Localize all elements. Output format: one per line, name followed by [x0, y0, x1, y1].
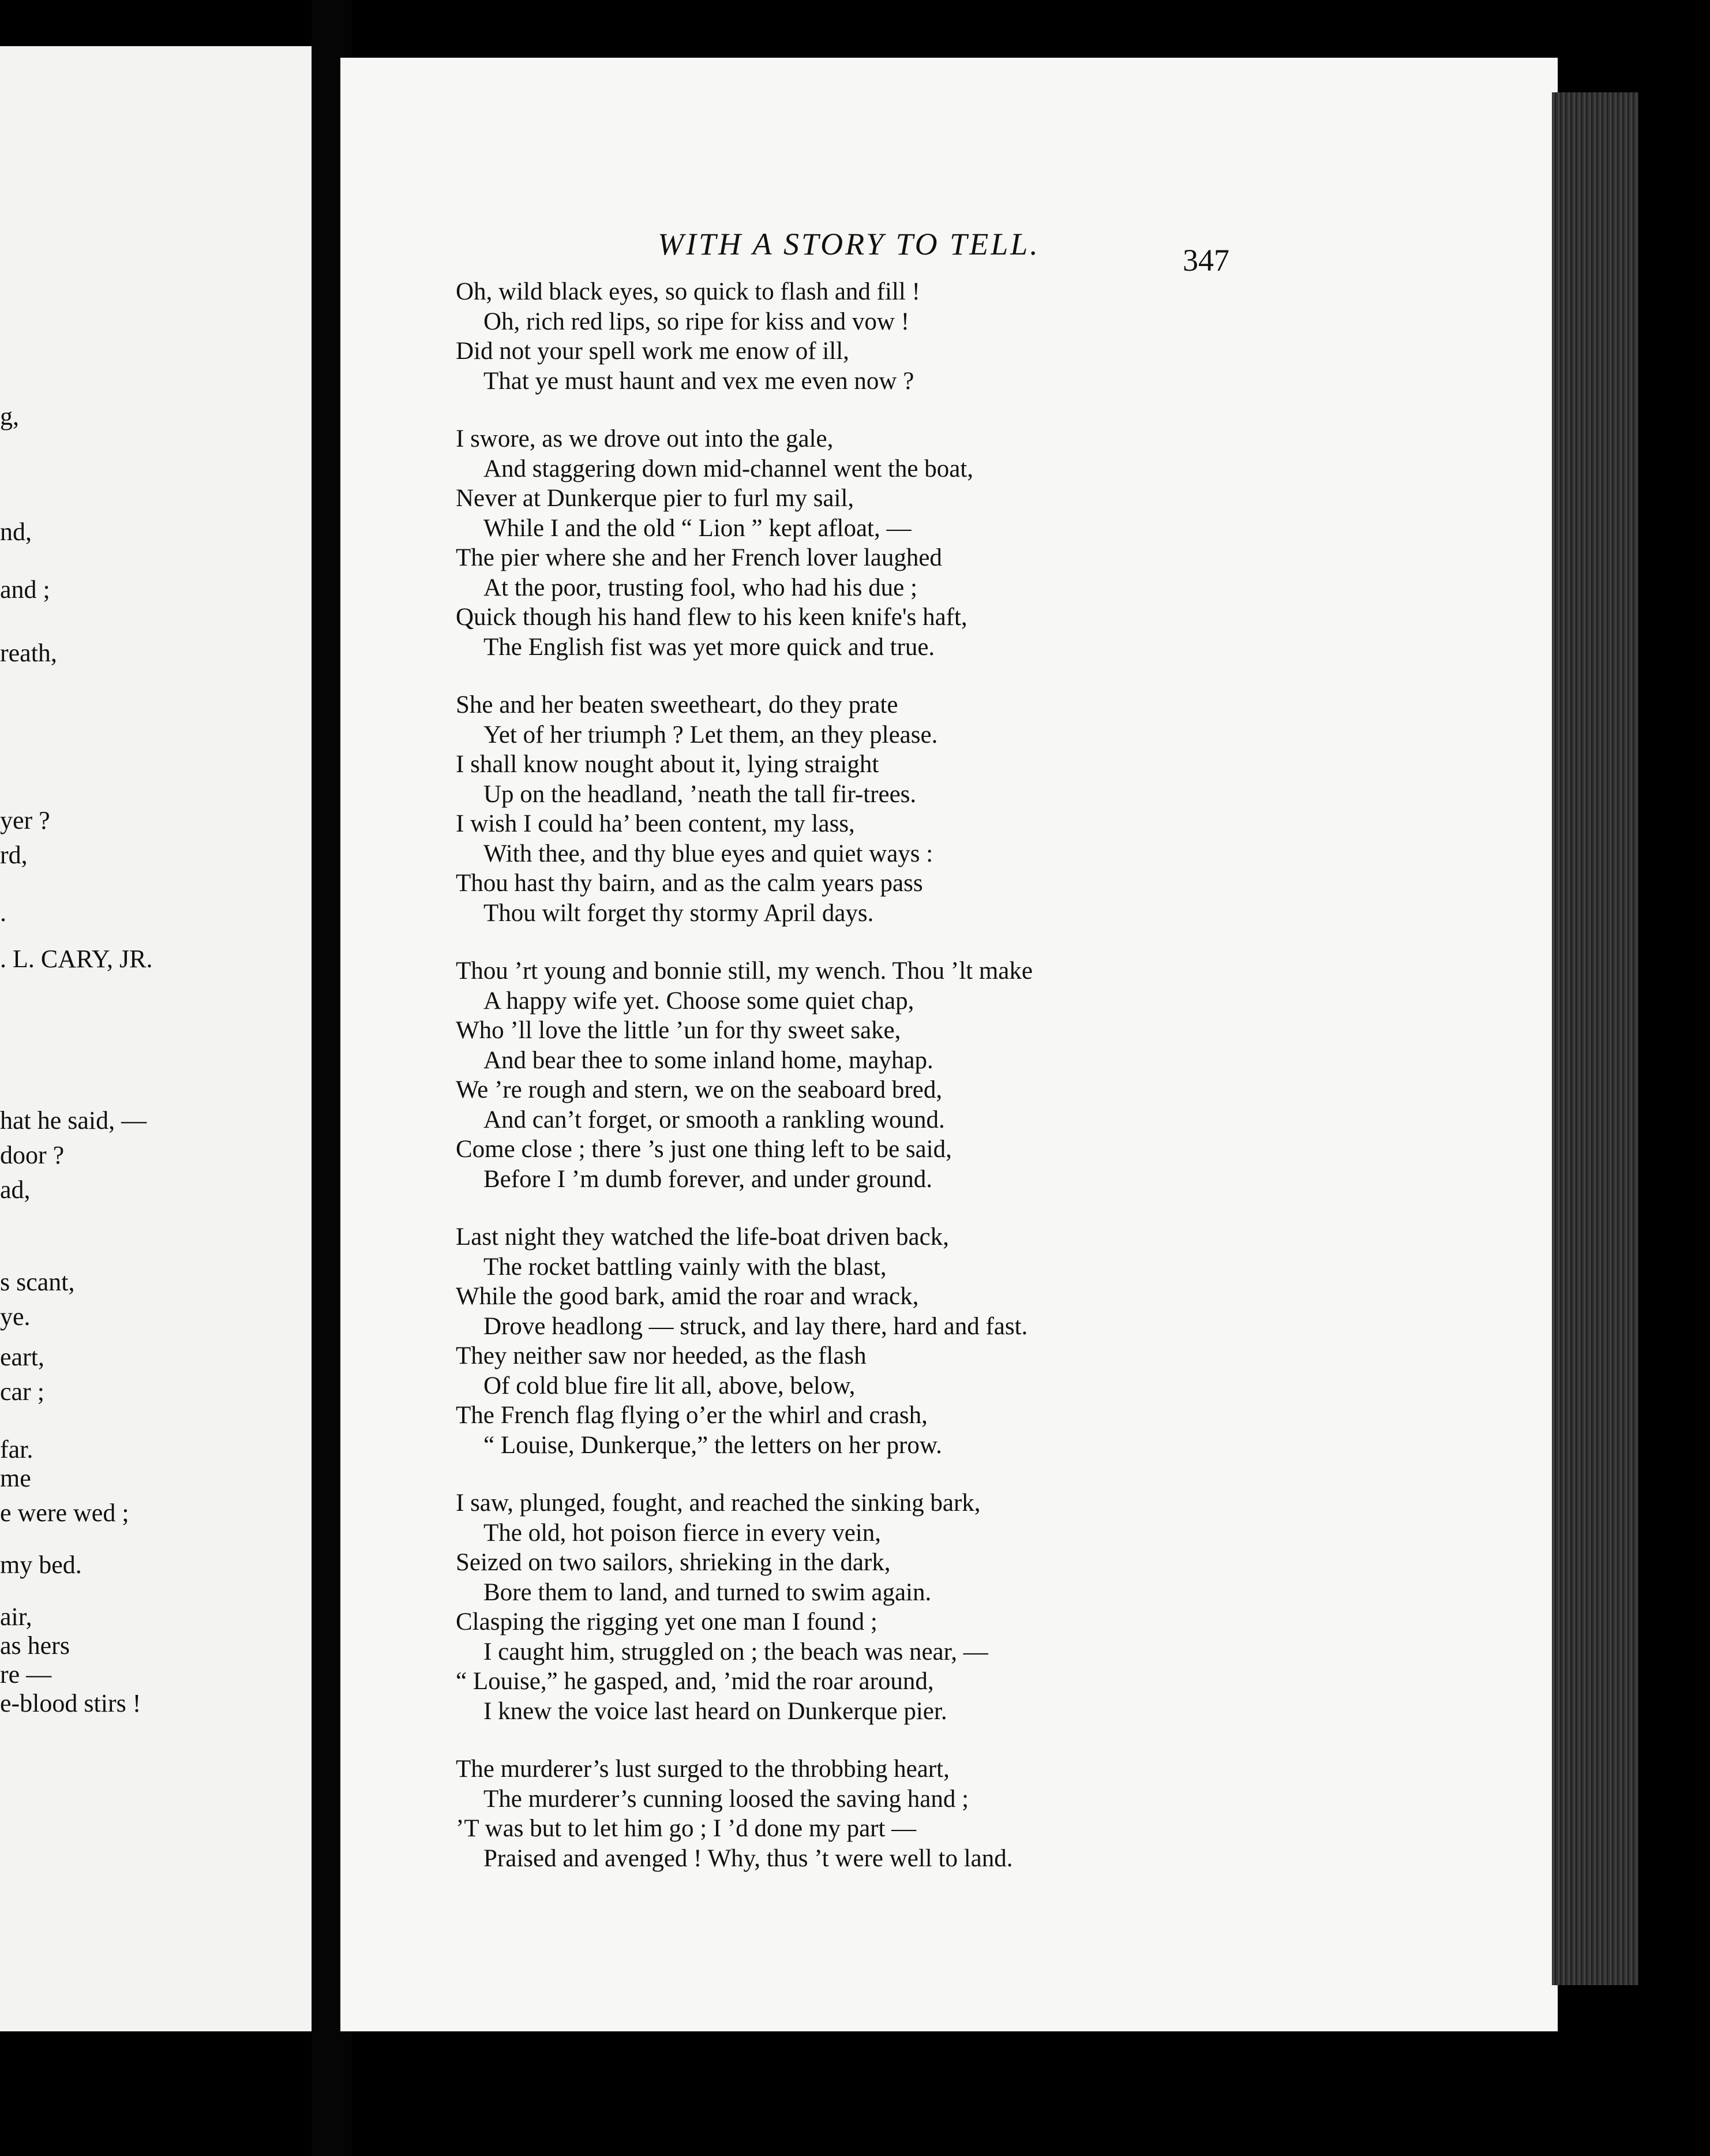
- facing-page-fragment: me: [0, 1464, 31, 1492]
- facing-page-fragment: ye.: [0, 1302, 31, 1331]
- verse-line: Last night they watched the life-boat driven back,: [456, 1223, 949, 1251]
- facing-page-fragment: far.: [0, 1435, 33, 1463]
- facing-page-fragment: nd,: [0, 518, 32, 546]
- verse-line: Up on the headland, ’neath the tall fir-trees.: [483, 780, 917, 808]
- verse-line: I saw, plunged, fought, and reached the sinking bark,: [456, 1489, 981, 1517]
- verse-line: Before I ’m dumb forever, and under ground.: [483, 1165, 932, 1193]
- verse-line: ’T was but to let him go ; I ’d done my part —: [456, 1815, 917, 1842]
- facing-page-left: [0, 46, 312, 2031]
- verse-line: Thou wilt forget thy stormy April days.: [483, 899, 874, 927]
- facing-page-fragment: re —: [0, 1660, 52, 1689]
- facing-page-fragment: g,: [0, 402, 19, 431]
- facing-page-fragment: yer ?: [0, 806, 50, 834]
- page-edges: [1552, 92, 1638, 1985]
- facing-page-fragment: ad,: [0, 1176, 31, 1204]
- verse-line: Never at Dunkerque pier to furl my sail,: [456, 485, 854, 512]
- stanza: [456, 690, 1206, 928]
- poem-body: [456, 277, 1206, 1902]
- verse-line: While I and the old “ Lion ” kept afloat, —: [483, 514, 912, 542]
- facing-page-fragment: rd,: [0, 841, 28, 869]
- verse-line: The old, hot poison fierce in every vein,: [483, 1519, 881, 1547]
- verse-line: She and her beaten sweetheart, do they prate: [456, 691, 898, 718]
- stanza: [456, 1754, 1206, 1873]
- facing-page-fragment: e-blood stirs !: [0, 1689, 141, 1717]
- verse-line: Oh, rich red lips, so ripe for kiss and vow !: [483, 308, 910, 335]
- verse-line: And can’t forget, or smooth a rankling wound.: [483, 1106, 945, 1133]
- facing-page-fragment: e were wed ;: [0, 1499, 129, 1527]
- verse-line: Quick though his hand flew to his keen knife's haft,: [456, 604, 967, 631]
- verse-line: The English fist was yet more quick and true.: [483, 633, 935, 661]
- stanza: [456, 424, 1206, 662]
- verse-line: I wish I could ha’ been content, my lass,: [456, 810, 855, 837]
- verse-line: And staggering down mid-channel went the boat,: [483, 455, 974, 482]
- page-number: 347: [1183, 243, 1229, 278]
- verse-line: At the poor, trusting fool, who had his due ;: [483, 574, 917, 601]
- verse-line: Thou hast thy bairn, and as the calm years pass: [456, 870, 923, 897]
- verse-line: Drove headlong — struck, and lay there, hard and fast.: [483, 1312, 1028, 1340]
- verse-line: Seized on two sailors, shrieking in the dark,: [456, 1549, 891, 1576]
- stanza: [456, 1488, 1206, 1726]
- verse-line: I knew the voice last heard on Dunkerque pier.: [483, 1697, 947, 1725]
- verse-line: Oh, wild black eyes, so quick to flash and fill !: [456, 278, 920, 305]
- verse-line: The pier where she and her French lover laughed: [456, 544, 942, 571]
- verse-line: The rocket battling vainly with the blast,: [483, 1253, 887, 1281]
- facing-page-fragment: door ?: [0, 1141, 65, 1169]
- verse-line: The French flag flying o’er the whirl and crash,: [456, 1402, 928, 1429]
- running-head: WITH A STORY TO TELL.: [658, 227, 1040, 261]
- facing-page-fragment: eart,: [0, 1343, 44, 1371]
- facing-page-fragment: hat he said, —: [0, 1106, 147, 1135]
- facing-page-fragment: and ;: [0, 575, 50, 604]
- verse-line: Of cold blue fire lit all, above, below,: [483, 1372, 856, 1399]
- verse-line: I swore, as we drove out into the gale,: [456, 425, 834, 452]
- facing-page-fragment: .: [0, 899, 6, 927]
- verse-line: Did not your spell work me enow of ill,: [456, 338, 849, 365]
- verse-line: And bear thee to some inland home, mayhap.: [483, 1046, 933, 1074]
- verse-line: We ’re rough and stern, we on the seaboard bred,: [456, 1076, 943, 1103]
- verse-line: With thee, and thy blue eyes and quiet ways :: [483, 840, 933, 867]
- facing-page-fragment: my bed.: [0, 1551, 82, 1579]
- facing-page-fragment: car ;: [0, 1378, 44, 1406]
- verse-line: The murderer’s cunning loosed the saving hand ;: [483, 1785, 969, 1813]
- verse-line: The murderer’s lust surged to the throbbing heart,: [456, 1756, 950, 1783]
- stanza: [456, 1222, 1206, 1460]
- verse-line: “ Louise, Dunkerque,” the letters on her prow.: [483, 1431, 942, 1459]
- verse-line: Thou ’rt young and bonnie still, my wench. Thou ’lt make: [456, 957, 1033, 985]
- verse-line: Yet of her triumph ? Let them, an they please.: [483, 721, 938, 748]
- facing-page-fragment: . L. CARY, JR.: [0, 945, 153, 973]
- verse-line: They neither saw nor heeded, as the flash: [456, 1342, 867, 1369]
- facing-page-fragment: reath,: [0, 639, 57, 667]
- stanza: [456, 956, 1206, 1194]
- verse-line: Bore them to land, and turned to swim again.: [483, 1578, 932, 1606]
- facing-page-fragment: air,: [0, 1603, 32, 1631]
- verse-line: I caught him, struggled on ; the beach was near, —: [483, 1638, 988, 1665]
- verse-line: “ Louise,” he gasped, and, ’mid the roar around,: [456, 1668, 934, 1695]
- verse-line: While the good bark, amid the roar and wrack,: [456, 1283, 919, 1310]
- verse-line: Who ’ll love the little ’un for thy sweet sake,: [456, 1017, 901, 1044]
- verse-line: I shall know nought about it, lying straight: [456, 751, 879, 778]
- verse-line: Clasping the rigging yet one man I found ;: [456, 1608, 877, 1635]
- facing-page-fragment: as hers: [0, 1631, 70, 1660]
- verse-line: That ye must haunt and vex me even now ?: [483, 367, 914, 395]
- verse-line: Come close ; there ’s just one thing left to be said,: [456, 1136, 952, 1163]
- facing-page-fragment: s scant,: [0, 1268, 75, 1296]
- verse-line: Praised and avenged ! Why, thus ’t were well to land.: [483, 1844, 1013, 1872]
- stanza: [456, 277, 1206, 396]
- verse-line: A happy wife yet. Choose some quiet chap,: [483, 987, 914, 1015]
